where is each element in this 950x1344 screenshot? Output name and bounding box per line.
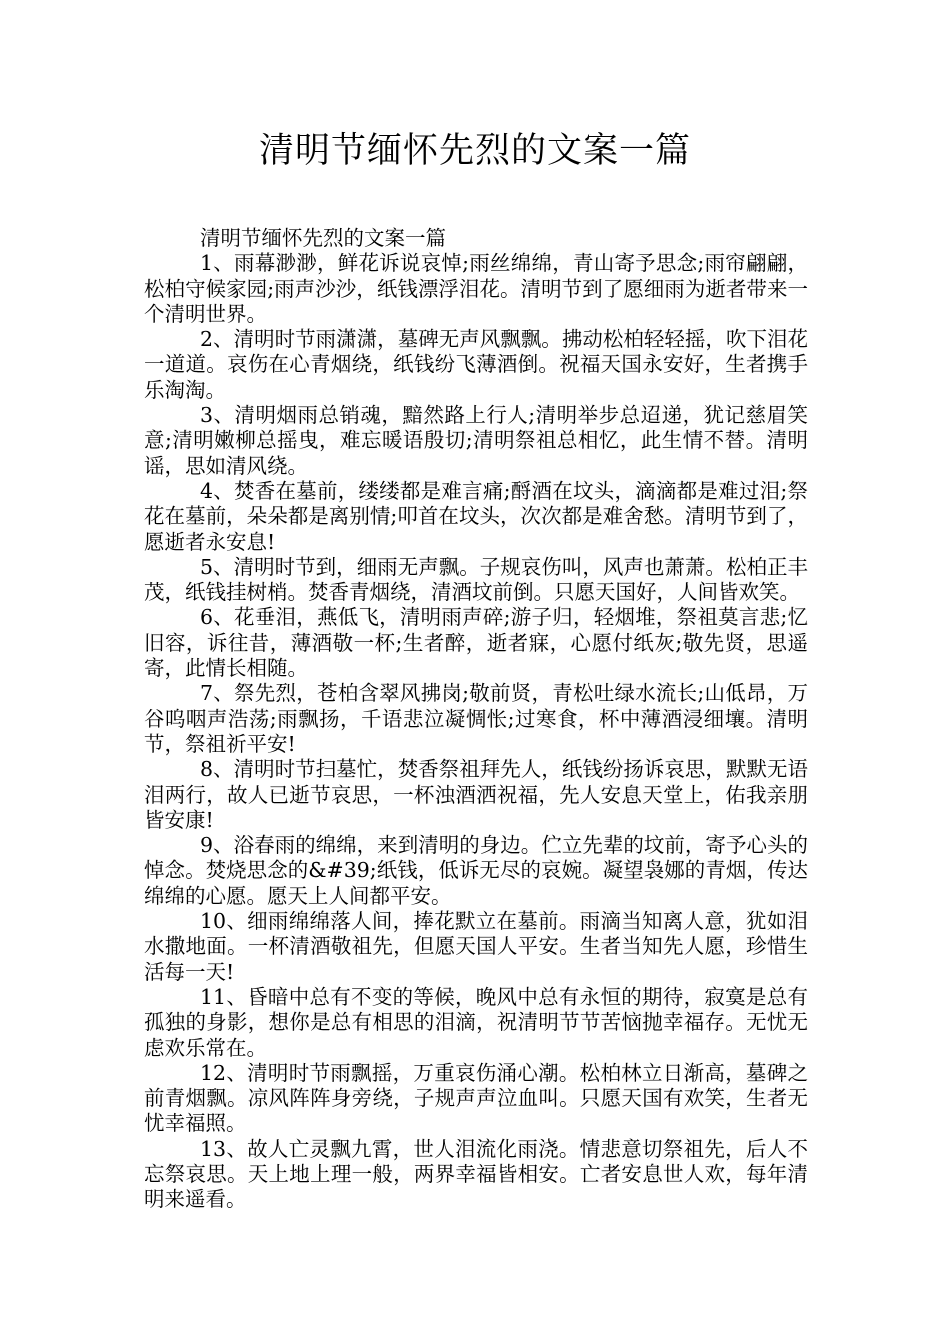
paragraph-10: 10、细雨绵绵落人间，捧花默立在墓前。雨滴当知离人意，犹如泪水撒地面。一杯清酒敬祖先，但愿天国人平安。生者当知先人愿，珍惜生活每一天! [144,909,808,984]
paragraph-13: 13、故人亡灵飘九霄，世人泪流化雨浇。情悲意切祭祖先，后人不忘祭哀思。天上地上理一般，两界幸福皆相安。亡者安息世人欢，每年清明来遥看。 [144,1136,808,1212]
paragraph-1: 1、雨幕渺渺，鲜花诉说哀悼;雨丝绵绵，青山寄予思念;雨帘翩翩，松柏守候家园;雨声沙沙，纸钱漂浮泪花。清明节到了愿细雨为逝者带来一个清明世界。 [144,251,808,326]
paragraph-11: 11、昏暗中总有不变的等候，晚风中总有永恒的期待，寂寞是总有孤独的身影，想你是总有相思的泪滴，祝清明节节苦恼抛幸福存。无忧无虑欢乐常在。 [144,984,808,1060]
paragraph-4: 4、焚香在墓前，缕缕都是难言痛;酹酒在坟头，滴滴都是难过泪;祭花在墓前，朵朵都是离别情;叩首在坟头，次次都是难舍愁。清明节到了，愿逝者永安息! [144,478,808,554]
document-title: 清明节缅怀先烈的文案一篇 [258,131,691,171]
paragraph-2: 2、清明时节雨潇潇，墓碑无声风飘飘。拂动松柏轻轻摇，吹下泪花一道道。哀伤在心青烟绕，纸钱纷飞薄酒倒。祝福天国永安好，生者携手乐淘淘。 [144,327,808,402]
paragraph-8: 8、清明时节扫墓忙，焚香祭祖拜先人，纸钱纷扬诉哀思，默默无语泪两行，故人已逝节哀思，一杯浊酒洒祝福，先人安息天堂上，佑我亲朋皆安康! [144,757,808,832]
paragraph-3: 3、清明烟雨总销魂，黯然路上行人;清明举步总迢递，犹记慈眉笑意;清明嫩柳总摇曳，难忘暖语殷切;清明祭祖总相忆，此生情不替。清明谣，思如清风绕。 [144,403,808,478]
document-body [144,226,808,1213]
paragraph-9: 9、浴春雨的绵绵，来到清明的身边。伫立先辈的坟前，寄予心头的悼念。焚烧思念的&#39;纸钱，低诉无尽的哀婉。凝望袅娜的青烟，传达绵绵的心愿。愿天上人间都平安。 [144,833,808,908]
paragraph-6: 6、花垂泪，燕低飞，清明雨声碎;游子归，轻烟堆，祭祖莫言悲;忆旧容，诉往昔，薄酒敬一杯;生者醉，逝者寐，心愿付纸灰;敬先贤，思遥寄，此情长相随。 [144,605,808,681]
paragraph-5: 5、清明时节到，细雨无声飘。子规哀伤叫，风声也萧萧。松柏正丰茂，纸钱挂树梢。焚香青烟绕，清酒坟前倒。只愿天国好，人间皆欢笑。 [144,554,808,605]
paragraph-12: 12、清明时节雨飘摇，万重哀伤涌心潮。松柏林立日渐高，墓碑之前青烟飘。凉风阵阵身旁绕，子规声声泣血叫。只愿天国有欢笑，生者无忧幸福照。 [144,1060,808,1136]
document-subtitle: 清明节缅怀先烈的文案一篇 [200,226,446,250]
paragraph-7: 7、祭先烈，苍柏含翠风拂岗;敬前贤，青松吐绿水流长;山低昂，万谷呜咽声浩荡;雨飘扬，千语悲泣凝惆怅;过寒食，杯中薄酒浸细壤。清明节，祭祖祈平安! [144,681,808,756]
